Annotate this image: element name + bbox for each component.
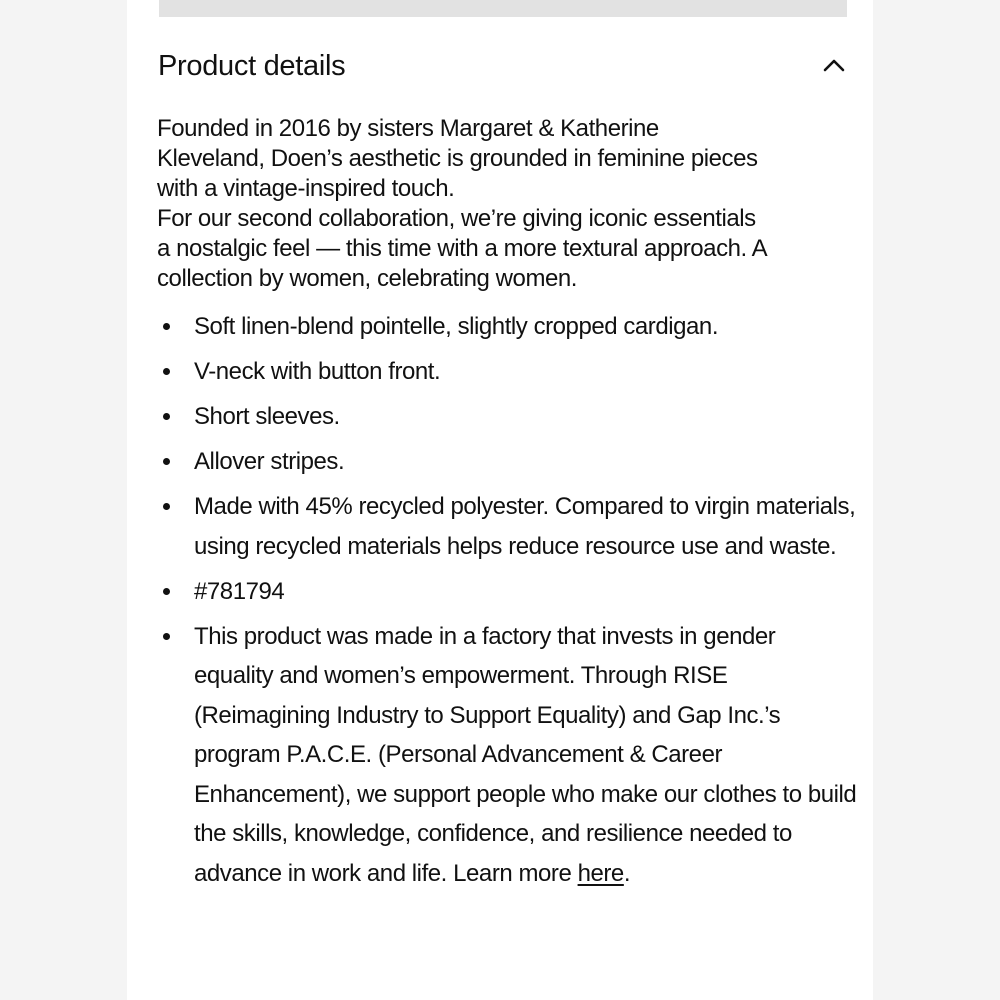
list-item [157,442,857,482]
list-item-trailing: . [623,859,631,887]
chevron-up-icon[interactable] [820,52,848,80]
list-item-text: Short sleeves. [194,403,340,430]
bullet-icon [163,368,170,375]
section-title: Product details [158,49,346,82]
list-item [157,487,857,566]
list-item-text: Made with 45% recycled polyester. Compared to virgin materials, using recycled materials helps reduce resource use and waste. [194,493,856,560]
list-item [157,572,857,612]
page-margin-right [873,0,1000,1000]
description-line: collection by women, celebrating women. [157,265,578,292]
description-line: with a vintage-inspired touch. [157,175,455,202]
list-item-text: V-neck with button front. [194,358,441,385]
bullet-icon [163,458,170,465]
product-details-content [157,114,857,899]
description-line: Founded in 2016 by sisters Margaret & Katherine [157,115,659,142]
learn-more-link[interactable]: here [577,859,624,887]
description-line: For our second collaboration, we’re giving iconic essentials [157,205,756,232]
bullet-icon [163,633,170,640]
list-item-text: This product was made in a factory that invests in gender equality and women’s empowerment. Through RISE (Reimagining Industry to Support Equality) and Gap Inc.’s program P.A.C.E. (Personal Advancement & Career Enhancement), we support people who make our clothes to build the skills, knowledge, confidence, and resilience needed to advance in work and life. Learn more [194,622,857,887]
product-details-panel [127,0,873,1000]
bullet-icon [163,413,170,420]
product-feature-list [157,307,857,893]
list-item-text: Soft linen-blend pointelle, slightly cropped cardigan. [194,313,719,340]
list-item [157,352,857,392]
list-item [157,307,857,347]
bullet-icon [163,503,170,510]
list-item-text: Allover stripes. [194,448,345,475]
product-details-accordion-header[interactable] [158,44,848,88]
description-line: Kleveland, Doen’s aesthetic is grounded in feminine pieces [157,145,758,172]
list-item [157,397,857,437]
page-margin-left [0,0,127,1000]
list-item [157,617,857,894]
description-line: a nostalgic feel — this time with a more textural approach. A [157,235,768,262]
bullet-icon [163,323,170,330]
top-divider-bar [159,0,847,17]
bullet-icon [163,588,170,595]
product-number: #781794 [194,577,285,605]
brand-description [157,114,857,294]
